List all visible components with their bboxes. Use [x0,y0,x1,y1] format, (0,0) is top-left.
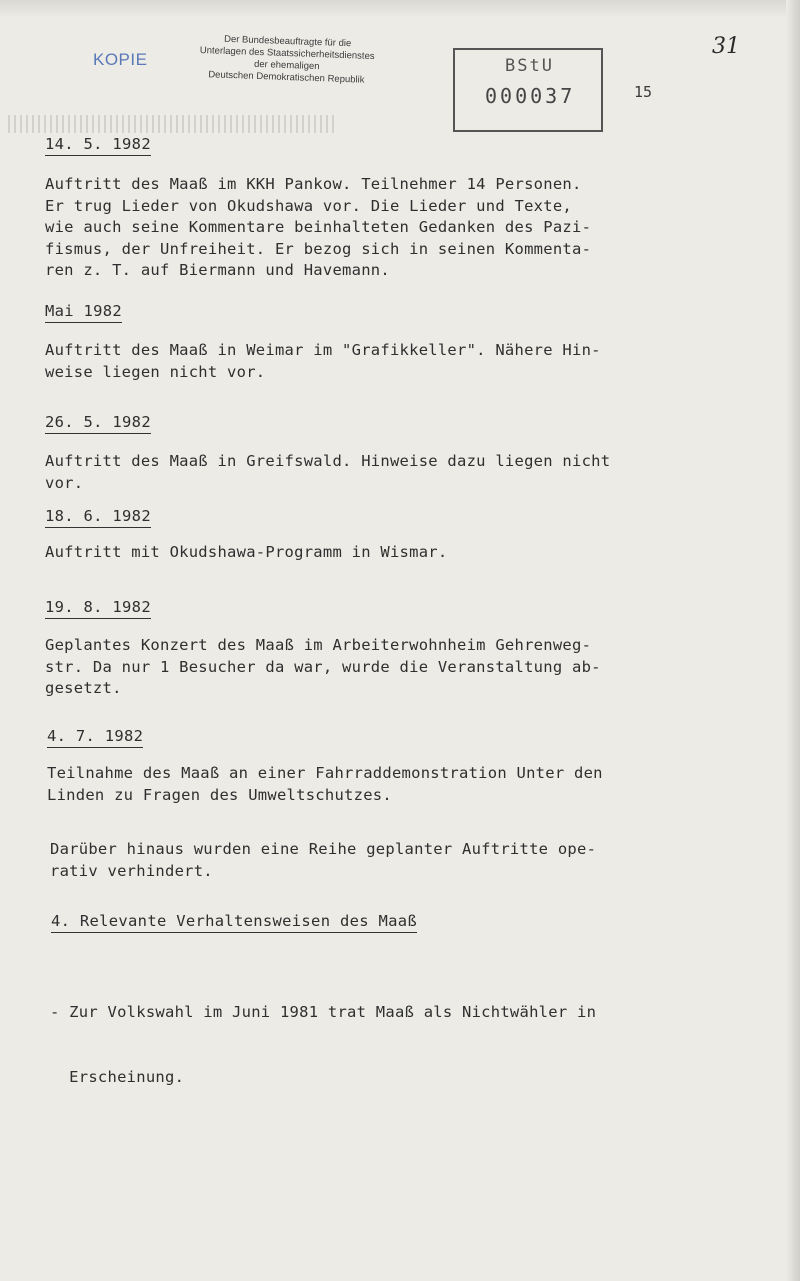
text-line: Teilnahme des Maaß an einer Fahrraddemonstration Unter den [47,764,603,782]
authority-line: Der Bundesbeauftragte für die [223,33,352,50]
scan-edge-top [0,0,800,18]
authority-stamp [171,32,403,88]
archive-stamp-box [453,48,603,132]
text-line: gesetzt. [45,679,122,697]
text-line: rativ verhindert. [50,861,213,880]
entry-date: 26. 5. 1982 [45,413,151,434]
entry-text [45,635,601,700]
text-line: Geplantes Konzert des Maaß im Arbeiterwohnheim Gehrenweg- [45,636,592,654]
text-line: Auftritt des Maaß in Greifswald. Hinweise dazu liegen nicht [45,452,611,470]
summary-text [50,839,596,882]
entry-text [45,340,601,383]
text-line: fismus, der Unfreiheit. Er bezog sich in seinen Kommenta- [45,239,592,258]
stamp-label: BStU [505,56,554,76]
entry-date: 19. 8. 1982 [45,598,151,619]
text-line: wie auch seine Kommentare beinhalteten Gedanken des Pazi- [45,218,592,236]
authority-line: Deutschen Demokratischen Republik [208,69,365,86]
scan-noise [8,115,338,133]
entry-date: 18. 6. 1982 [45,507,151,528]
entry-date: Mai 1982 [45,302,122,323]
text-line: Auftritt des Maaß im KKH Pankow. Teilnehmer 14 Personen. [45,175,582,193]
authority-line: der ehemaligen [253,58,320,73]
entry-text [47,763,603,806]
text-line: Erscheinung. [50,1067,185,1086]
text-line: Auftritt mit Okudshawa-Programm in Wismar. [45,543,448,561]
page-number: 15 [634,83,653,101]
section-heading: 4. Relevante Verhaltensweisen des Maaß [51,912,417,933]
scan-edge-right [786,0,800,1281]
entry-date: 14. 5. 1982 [45,135,151,156]
entry-text [45,451,610,494]
authority-line: Unterlagen des Staatssicherheitsdienstes [199,44,375,63]
entry-date: 4. 7. 1982 [47,727,143,748]
handwritten-page-mark: 31 [712,34,740,59]
text-line: Auftritt des Maaß in Weimar im "Grafikkeller". Nähere Hin- [45,341,601,359]
entry-text [45,542,447,564]
text-line: str. Da nur 1 Besucher da war, wurde die Veranstaltung ab- [45,657,601,676]
text-line: Er trug Lieder von Okudshawa vor. Die Lieder und Texte, [45,196,572,215]
text-line: Linden zu Fragen des Umweltschutzes. [47,785,392,804]
text-line: Darüber hinaus wurden eine Reihe geplanter Auftritte ope- [50,840,597,858]
text-line: weise liegen nicht vor. [45,362,266,381]
section-text [50,959,596,1131]
text-line: - Zur Volkswahl im Juni 1981 trat Maaß als Nichtwähler in [50,1003,597,1021]
stamp-number: 000037 [485,84,576,108]
kopie-stamp: KOPIE [93,50,148,69]
text-line: ren z. T. auf Biermann und Havemann. [45,261,390,279]
entry-text [45,174,591,282]
text-line: vor. [45,473,84,492]
